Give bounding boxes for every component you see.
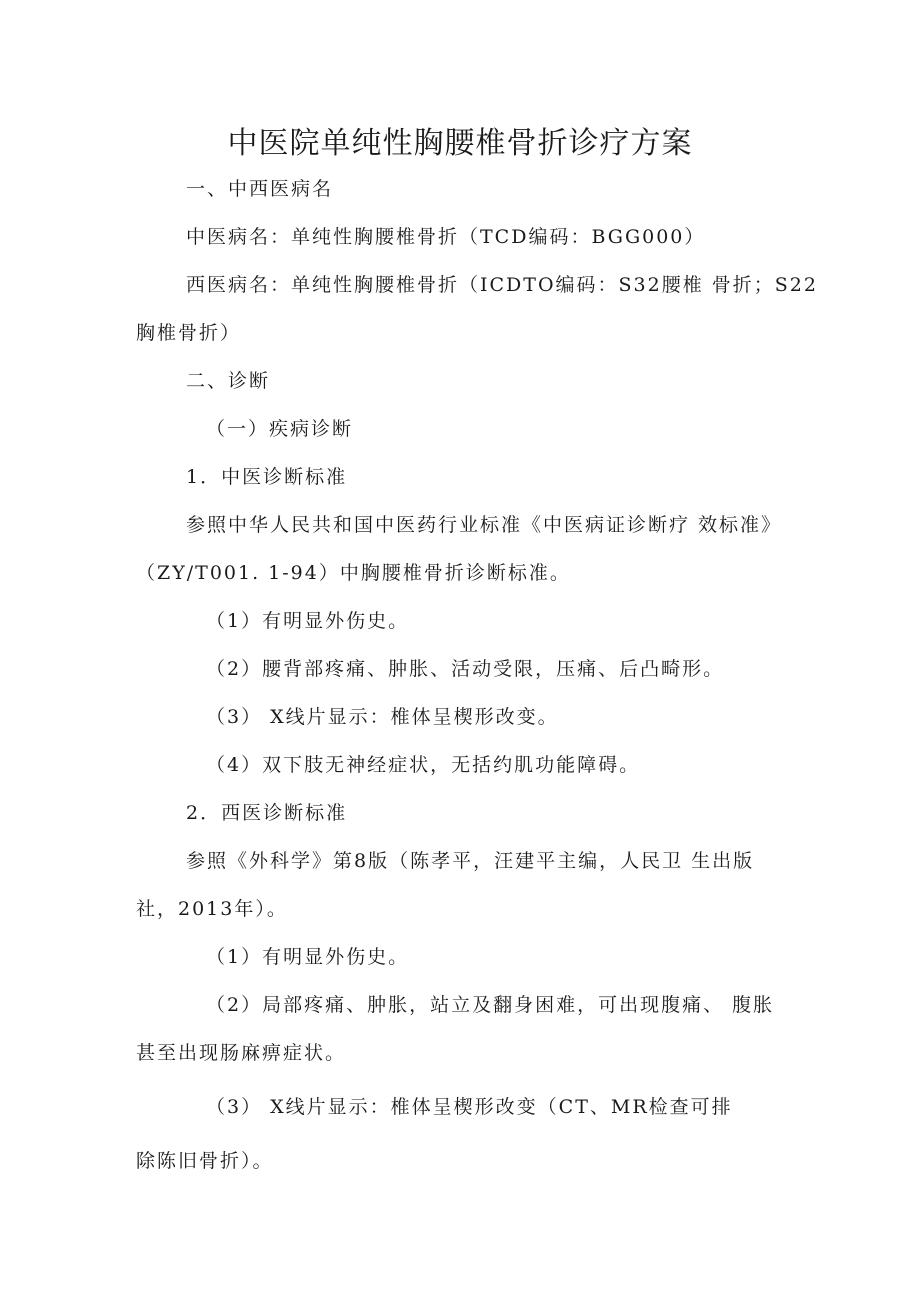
subsection-disease-diagnosis: （一）疾病诊断 (206, 418, 354, 440)
western-criterion-3: （3） X线片显示：椎体呈楔形改变（CT、MR检查可排 (206, 1096, 733, 1118)
western-criterion-3-cont: 除陈旧骨折）。 (136, 1150, 274, 1172)
western-criteria-reference-cont: 社，2013年）。 (136, 898, 288, 920)
tcm-criteria-heading: 1．中医诊断标准 (186, 466, 348, 488)
tcm-criteria-reference-cont: （ZY/T001. 1-94）中胸腰椎骨折诊断标准。 (136, 562, 571, 584)
western-criterion-2: （2）局部疼痛、肿胀，站立及翻身困难，可出现腹痛、 腹胀 (206, 994, 775, 1016)
tcm-criterion-2: （2）腰背部疼痛、肿胀、活动受限，压痛、后凸畸形。 (206, 658, 725, 680)
tcm-criterion-1: （1）有明显外伤史。 (206, 610, 410, 632)
western-disease-name-cont: 胸椎骨折） (136, 322, 242, 344)
western-disease-name: 西医病名：单纯性胸腰椎骨折（ICDTO编码：S32腰椎 骨折；S22 (186, 274, 818, 296)
tcm-criterion-4: （4）双下肢无神经症状，无括约肌功能障碍。 (206, 754, 641, 776)
section-heading-names: 一、中西医病名 (186, 178, 334, 200)
document-title: 中医院单纯性胸腰椎骨折诊疗方案 (227, 126, 693, 161)
western-criterion-2-cont: 甚至出现肠麻痹症状。 (136, 1042, 347, 1064)
section-heading-diagnosis: 二、诊断 (186, 370, 271, 392)
tcm-criteria-reference: 参照中华人民共和国中医药行业标准《中医病证诊断疗 效标准》 (186, 514, 783, 536)
tcm-criterion-3: （3） X线片显示：椎体呈楔形改变。 (206, 706, 559, 728)
western-criteria-reference: 参照《外科学》第8版（陈孝平，汪建平主编，人民卫 生出版 (186, 850, 755, 872)
western-criterion-1: （1）有明显外伤史。 (206, 946, 410, 968)
tcm-disease-name: 中医病名：单纯性胸腰椎骨折（TCD编码：BGG000） (186, 226, 706, 248)
western-criteria-heading: 2．西医诊断标准 (186, 802, 348, 824)
